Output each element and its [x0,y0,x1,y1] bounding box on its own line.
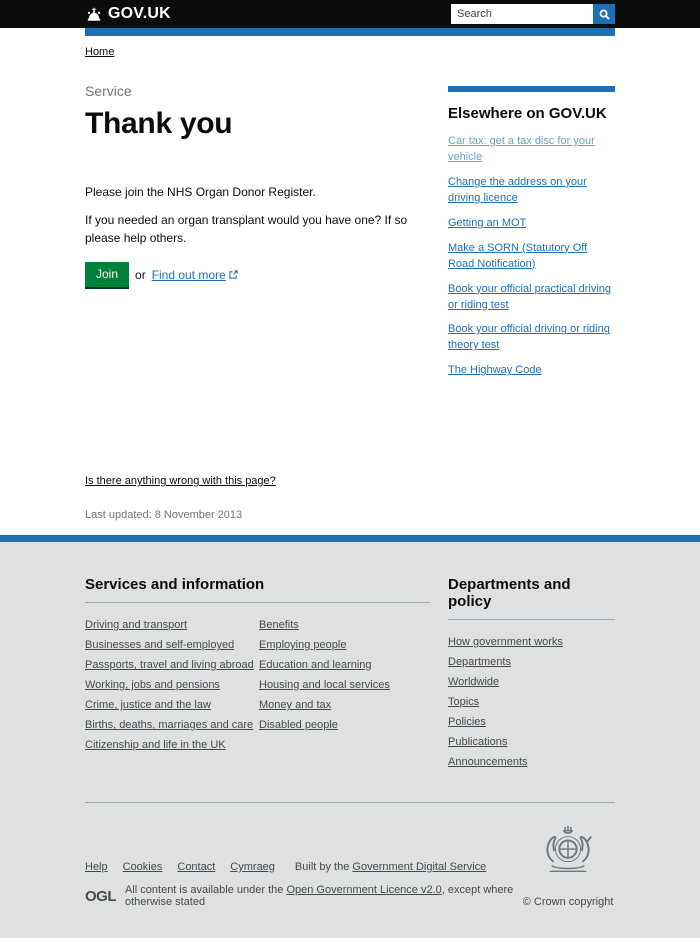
list-item [448,134,615,166]
list-item [259,679,390,691]
header-inner [85,4,615,24]
departments-heading-rule [448,619,615,620]
list-item [448,736,615,748]
licence-text [125,884,521,908]
list-item [448,322,615,354]
section-label: Service [85,83,132,99]
footer-meta-links [85,861,521,873]
sidebar-link[interactable]: Getting an MOT [448,216,527,229]
logo-text: GOV.UK [108,5,171,22]
list-item [448,216,615,232]
sidebar-link[interactable]: Book your official practical driving or riding test [448,282,612,311]
crown-icon [85,7,103,22]
footer-columns [85,576,615,776]
footer-link[interactable]: How government works [448,636,563,648]
last-updated: Last updated: 8 November 2013 [85,509,243,521]
footer-link[interactable]: Employing people [259,639,347,651]
footer-link[interactable]: Announcements [448,756,528,768]
list-item [85,699,259,711]
services-links [85,619,430,759]
crown-copyright-text: © Crown copyright [522,896,614,908]
list-item [448,363,615,379]
licence-suffix: , except where otherwise stated [125,884,514,908]
footer-link[interactable]: Disabled people [259,719,338,731]
page-title: Thank you [85,107,233,140]
departments-heading: Departments and policy [448,576,571,610]
search-button[interactable] [593,4,615,24]
content-area [85,58,615,535]
copyright-block [521,823,615,908]
footer-bottom [85,823,615,908]
footer-link[interactable]: Births, deaths, marriages and care [85,719,254,731]
sidebar-title: Elsewhere on GOV.UK [448,105,607,122]
services-links-col1 [85,619,259,759]
list-item [85,679,259,691]
find-out-more-label: Find out more [151,267,226,282]
list-item [448,636,615,648]
list-item [85,619,259,631]
services-links-col2 [259,619,390,759]
footer-link[interactable]: Worldwide [448,676,500,688]
or-text: or [135,267,146,282]
footer-link[interactable]: Benefits [259,619,299,631]
footer-link[interactable]: Money and tax [259,699,332,711]
related-links-sidebar [448,83,615,535]
search-input[interactable] [451,4,593,24]
site-header [0,0,700,28]
footer-blue-bar [0,535,700,542]
breadcrumb [85,46,615,58]
list-item [448,282,615,314]
join-button[interactable]: Join [85,262,129,287]
search-icon [599,9,610,20]
list-item [259,659,390,671]
find-out-more-link[interactable] [152,268,238,282]
external-link-icon [229,270,238,279]
sidebar-link[interactable]: Car tax: get a tax disc for your vehicle [448,135,595,163]
main-column [85,83,420,535]
home-link[interactable]: Home [85,46,115,58]
sidebar-link[interactable]: Change the address on your driving licence [448,175,587,204]
list-item [259,619,390,631]
sidebar-link[interactable]: Make a SORN (Statutory Off Road Notification) [448,241,588,270]
govuk-logo-link[interactable] [85,5,171,23]
royal-arms-icon [540,823,596,881]
departments-links [448,636,615,768]
footer-meta-link[interactable]: Cookies [122,861,163,873]
intro-paragraph: Please join the NHS Organ Donor Register. [85,185,316,199]
wrong-page-link[interactable]: Is there anything wrong with this page? [85,475,276,487]
footer-link[interactable]: Policies [448,716,486,728]
ogl-logo: OGL [85,887,116,905]
cta-row [85,262,420,287]
footer-link[interactable]: Businesses and self-employed [85,639,235,651]
list-item [448,175,615,207]
list-item [85,739,259,751]
footer-link[interactable]: Education and learning [259,659,372,671]
footer-link[interactable]: Departments [448,656,511,668]
services-heading: Services and information [85,576,265,593]
footer-link[interactable]: Topics [448,696,480,708]
site-footer [0,542,700,938]
list-item [448,696,615,708]
list-item [448,656,615,668]
sidebar-links-list [448,134,615,379]
footer-link[interactable]: Working, jobs and pensions [85,679,220,691]
footer-departments-section [448,576,615,776]
sidebar-blue-bar [448,86,615,92]
footer-link[interactable]: Passports, travel and living abroad [85,659,254,671]
list-item [448,756,615,768]
list-item [85,659,259,671]
list-item [448,676,615,688]
list-item [448,241,615,273]
footer-link[interactable]: Citizenship and life in the UK [85,739,226,751]
question-paragraph: If you needed an organ transplant would you have one? If so please help others. [85,213,408,245]
footer-link[interactable]: Publications [448,736,508,748]
footer-services-section [85,576,430,776]
footer-link[interactable]: Crime, justice and the law [85,699,211,711]
built-by-text [295,861,486,873]
footer-divider [85,802,615,803]
gds-link[interactable]: Government Digital Service [352,861,487,873]
footer-link[interactable]: Housing and local services [259,679,390,691]
sidebar-link[interactable]: Book your official driving or riding theory test [448,323,610,352]
footer-meta-link[interactable]: Contact [177,861,216,873]
list-item [259,719,390,731]
header-blue-bar [85,28,615,36]
list-item [85,719,259,731]
footer-link[interactable]: Driving and transport [85,619,188,631]
list-item [259,699,390,711]
services-heading-rule [85,602,430,603]
ogl-licence-link[interactable]: Open Government Licence v2.0 [286,884,442,896]
list-item [85,639,259,651]
sidebar-link[interactable]: The Highway Code [448,364,542,377]
list-item [259,639,390,651]
footer-meta [85,861,521,908]
built-by-prefix: Built by the [294,861,350,873]
search-form [451,4,615,24]
footer-meta-link[interactable]: Cymraeg [230,861,275,873]
ogl-row [85,884,521,908]
footer-meta-link[interactable]: Help [85,861,108,873]
list-item [448,716,615,728]
licence-prefix: All content is available under the [125,884,284,896]
